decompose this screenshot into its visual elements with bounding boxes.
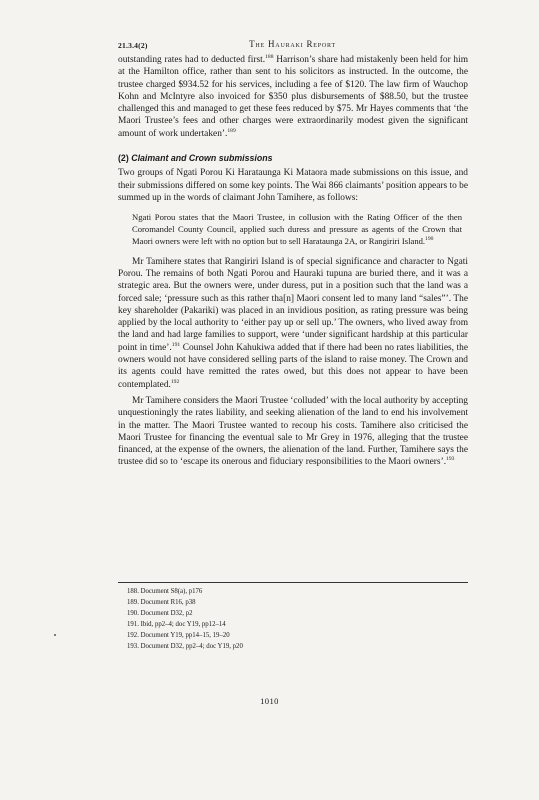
section-reference: 21.3.4(2) — [118, 41, 148, 50]
section-number: (2) — [118, 153, 129, 164]
footnote-191: 191. Ibid, pp2–4; doc Y19, pp12–14 — [127, 620, 226, 628]
footnote-ref-190[interactable]: 190 — [425, 235, 434, 242]
intro-text: outstanding rates had to deducted first. — [118, 55, 266, 65]
scan-speck — [54, 634, 56, 636]
footnotes — [127, 587, 243, 652]
intro-text-2: Harrison’s share had mistakenly been held for him at the Hamilton office, rather than sent to his solicitors as instructed. In the outcome, the trustee charged $934.52 for his services, including a fee of $120. The law firm of Wauchop Kohn and McIntyre also invoiced for $350 plus disbursements of $88.50, but the trustee challenged this and managed to get these fees reduced by $75. Mr Hayes comments that ‘the Maori Trustee’s fees and other charges were extraordinarily modest given the significant amount of work undertaken’. — [118, 55, 468, 139]
footnote-192: 192. Document Y19, pp14–15, 19–20 — [127, 631, 230, 639]
paragraph-collusion — [118, 395, 468, 469]
footnote-ref-189[interactable]: 189 — [227, 127, 236, 134]
running-header — [118, 39, 467, 51]
running-title — [118, 39, 467, 49]
section-title: Claimant and Crown submissions — [131, 153, 273, 164]
paragraph-collusion-text: Mr Tamihere considers the Maori Trustee ‘colluded’ with the local authority by accepting unquestioningly the rates liability, and seeking alienation of the land to end his involvement in the matter. The Maori Trustee wanted to recoup his costs. Tamihere also criticised the Maori Trustee for financing the eventual sale to Mr Grey in 1976, alleging that the trustee financed, at the expense of the owners, the alienation of the land. Further, Tamihere says the trustee did so to ‘escape its onerous and fiduciary responsibilities to the Maori owners’. — [118, 395, 468, 468]
paragraph-claimants-text: Two groups of Ngati Porou Ki Harataunga Ki Mataora made submissions on this issue, and their submissions differed on some key points. The Wai 866 claimants’ position appears to be summed up in the words of claimant John Tamihere, as follows: — [118, 168, 468, 203]
intro-paragraph — [118, 54, 468, 140]
footnote-divider — [118, 582, 468, 583]
footnote-ref-192[interactable]: 192 — [170, 378, 180, 385]
paragraph-rangiriri-text-b: Counsel John Kahukiwa added that if there had been no rates liabilities, the owners would not have considered selling parts of the island to raise money. The Crown and its agents could have remitted the rates owed, but this does not appear to have been contemplated. — [118, 342, 468, 390]
footnote-ref-193[interactable]: 193 — [446, 456, 455, 463]
section-heading — [118, 152, 468, 164]
footnote-ref-188[interactable]: 188 — [265, 54, 274, 60]
paragraph-rangiriri-text-a: Mr Tamihere states that Rangiriri Island is of special significance and character to Ngati Porou. The remains of both Ngati Porou and Hauraki tupuna are buried there, and it was a strategic area. But the owners were, under duress, put in a position such that the land was a forced sale; ‘pressure such as this rather tha[n] Maori consent led to many land “sales”’. The key shareholder (Pakariki) was placed in an invidious position, as rating pressure was being applied by the local authority to ‘either pay up or sell up.’ The owners, who lived away from the land and had large families to support, were ‘under significant hardship at this particular point in time’. — [118, 256, 468, 353]
footnote-190: 190. Document D32, p2 — [127, 609, 193, 617]
report-title: The Hauraki Report — [249, 39, 336, 49]
footnote-188: 188. Document S8(a), p176 — [127, 588, 203, 595]
footnote-ref-191[interactable]: 191 — [171, 341, 181, 348]
footnote-193: 193. Document D32, pp2–4; doc Y19, p20 — [127, 642, 243, 650]
page-number: 1010 — [260, 696, 279, 706]
paragraph-rangiriri — [118, 256, 468, 391]
quote-text: Ngati Porou states that the Maori Trustee, in collusion with the Rating Officer of the then Coromandel County Council, applied such duress and pressure as agents of the Crown that Maori owners were left with no option but to sell Harataunga 2A, or Rangiriri Island. — [132, 212, 462, 246]
block-quote — [132, 212, 462, 247]
body-text — [118, 54, 468, 469]
paragraph-claimants — [118, 167, 468, 204]
footnote-189: 189. Document R16, p38 — [127, 598, 196, 606]
